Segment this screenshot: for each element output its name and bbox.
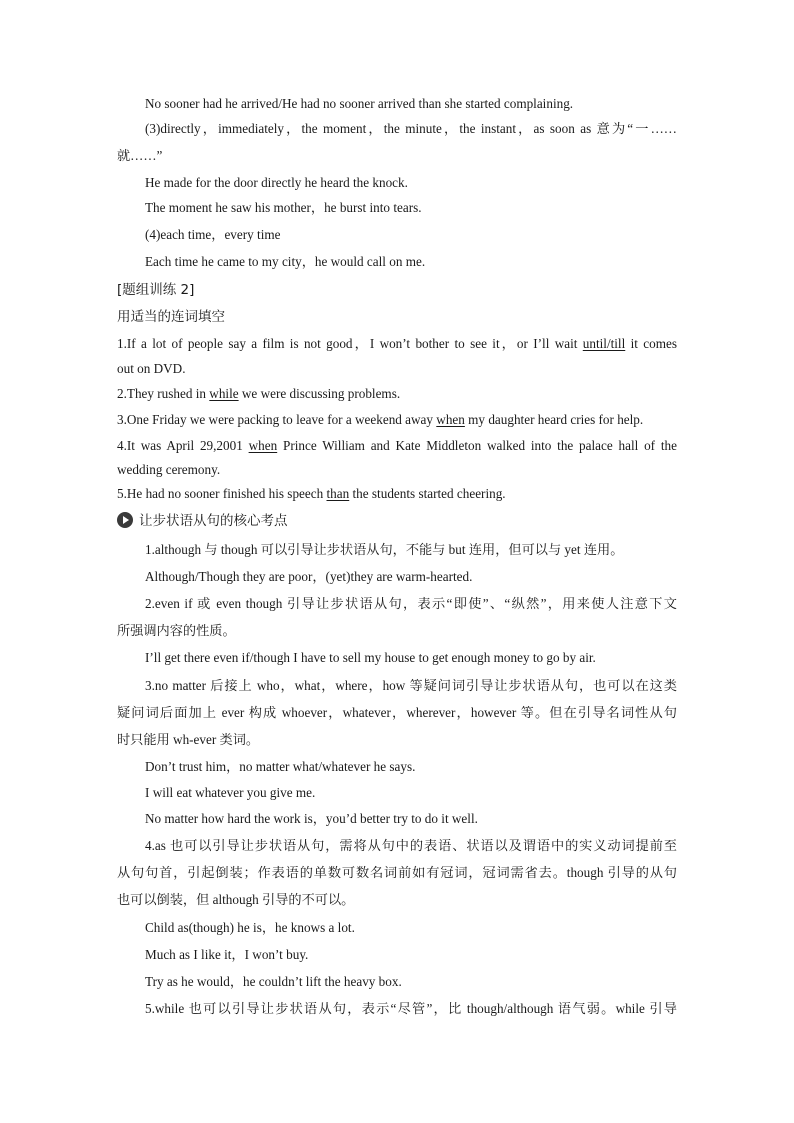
exercise-item-1-cont: out on DVD.: [117, 361, 186, 376]
grammar-point-cont: 时只能用 wh-ever 类词。: [117, 732, 260, 747]
exercise-instruction: 用适当的连词填空: [117, 309, 225, 325]
grammar-point-cont: 也可以倒装，但 although 引导的不可以。: [117, 892, 355, 907]
example-sentence: Child as(though) he is，he knows a lot.: [145, 920, 355, 935]
exercise-item-2: 2.They rushed in while we were discussing problems.: [117, 386, 401, 401]
answer-blank: when: [436, 412, 465, 427]
answer-blank: than: [326, 486, 350, 501]
section-heading: 让步状语从句的核心考点: [117, 511, 677, 531]
exercise-item-3: 3.One Friday we were packing to leave for a weekend away when my daughter heard cries for help.: [117, 412, 644, 427]
example-sentence: I’ll get there even if/though I have to sell my house to get enough money to go by air.: [145, 650, 596, 665]
example-sentence: I will eat whatever you give me.: [145, 785, 316, 800]
grammar-point: (3)directly，immediately，the moment，the minute，the instant，as soon as 意为“一……: [145, 121, 677, 136]
grammar-point: (4)each time，every time: [145, 227, 281, 242]
exercise-item-1: 1.If a lot of people say a film is not good，I won’t bother to see it，or I’ll wait until/till it comes: [117, 336, 677, 351]
grammar-point-cont: 从句句首，引起倒装；作表语的单数可数名词前如有冠词，冠词需省去。though 引导的从句: [117, 865, 677, 880]
grammar-point: 1.although 与 though 可以引导让步状语从句，不能与 but 连用，但可以与 yet 连用。: [145, 542, 624, 557]
example-sentence: Don’t trust him，no matter what/whatever he says.: [145, 759, 416, 774]
example-sentence: The moment he saw his mother，he burst into tears.: [145, 200, 422, 215]
example-sentence: He made for the door directly he heard the knock.: [145, 175, 408, 190]
example-sentence: Each time he came to my city，he would call on me.: [145, 254, 426, 269]
answer-blank: when: [248, 438, 278, 453]
exercise-item-5: 5.He had no sooner finished his speech than the students started cheering.: [117, 486, 506, 501]
play-icon: [117, 512, 133, 528]
grammar-point-cont: 疑问词后面加上 ever 构成 whoever，whatever，wherever，however 等。但在引导名词性从句: [117, 705, 677, 720]
grammar-point: 4.as 也可以引导让步状语从句，需将从句中的表语、状语以及谓语中的实义动词提前至: [145, 838, 677, 853]
exercise-group-title: [题组训练 2]: [117, 282, 195, 298]
grammar-point-cont: 就……”: [117, 148, 163, 163]
example-sentence: No sooner had he arrived/He had no sooner arrived than she started complaining.: [145, 96, 574, 111]
answer-blank: until/till: [582, 336, 626, 351]
example-sentence: Much as I like it，I won’t buy.: [145, 947, 309, 962]
grammar-point: 5.while 也可以引导让步状语从句，表示“尽管”，比 though/although 语气弱。while 引导: [145, 1001, 677, 1016]
grammar-point: 2.even if 或 even though 引导让步状语从句，表示“即使”、“纵然”，用来使人注意下文: [145, 596, 677, 611]
example-sentence: Although/Though they are poor，(yet)they are warm-hearted.: [145, 569, 473, 584]
grammar-point: 3.no matter 后接上 who，what，where，how 等疑问词引导让步状语从句，也可以在这类: [145, 678, 677, 693]
grammar-point-cont: 所强调内容的性质。: [117, 623, 236, 638]
answer-blank: while: [209, 386, 239, 401]
example-sentence: Try as he would，he couldn’t lift the heavy box.: [145, 974, 402, 989]
example-sentence: No matter how hard the work is，you’d better try to do it well.: [145, 811, 478, 826]
exercise-item-4-cont: wedding ceremony.: [117, 462, 221, 477]
exercise-item-4: 4.It was April 29,2001 when Prince William and Kate Middleton walked into the palace hall of the: [117, 438, 677, 453]
